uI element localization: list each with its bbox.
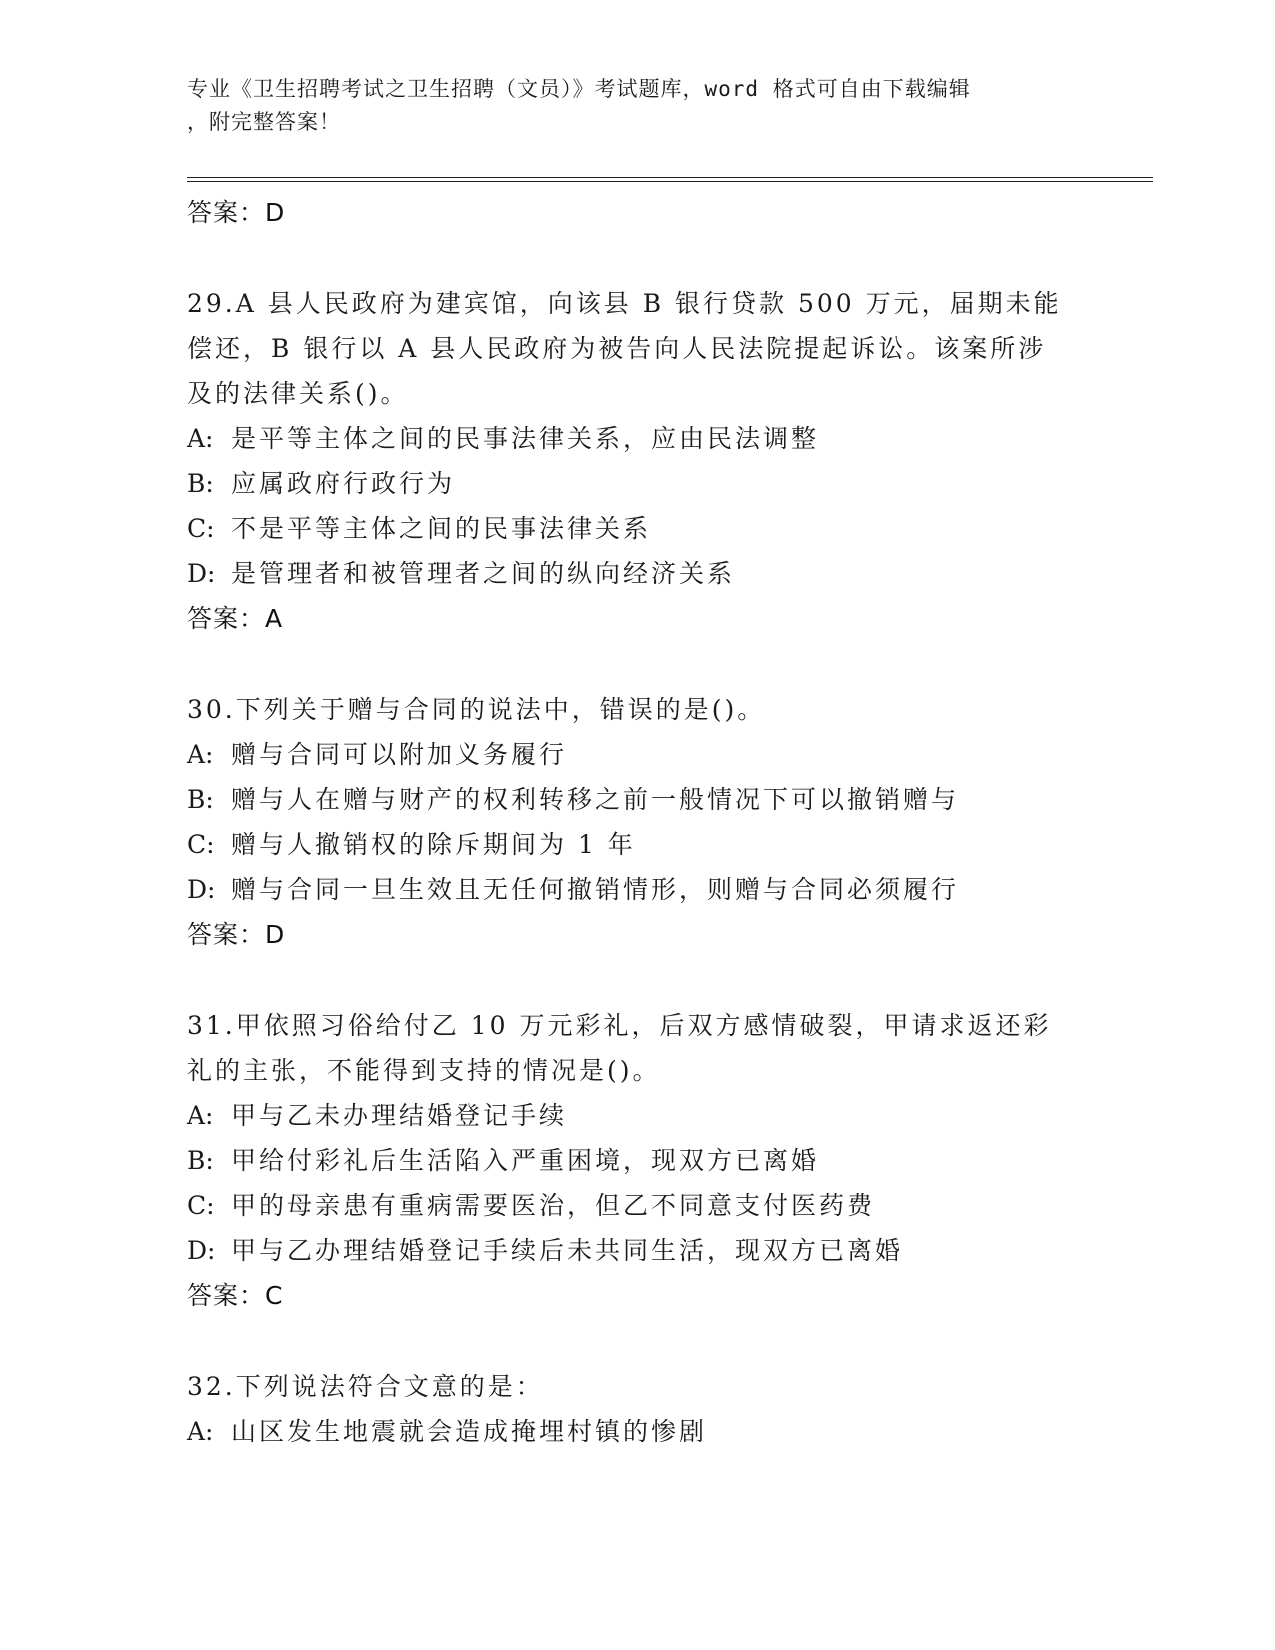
answer-label: 答案： bbox=[187, 198, 266, 227]
page-header bbox=[187, 73, 1067, 139]
question-stem: 29.A 县人民政府为建宾馆，向该县 B 银行贷款 500 万元，届期未能偿还，B 银行以 A 县人民政府为被告向人民法院提起诉讼。该案所涉及的法律关系()。 bbox=[187, 289, 1062, 408]
question-list bbox=[187, 190, 1087, 1454]
question-stem: 31.甲依照习俗给付乙 10 万元彩礼，后双方感情破裂，甲请求返还彩礼的主张，不能得到支持的情况是()。 bbox=[187, 1011, 1052, 1085]
answer-value: C bbox=[265, 1281, 284, 1310]
option-a bbox=[187, 416, 1087, 461]
header-line-1: 专业《卫生招聘考试之卫生招聘（文员）》考试题库，word 格式可自由下载编辑 bbox=[187, 77, 971, 101]
option-text: 甲与乙未办理结婚登记手续 bbox=[231, 1101, 568, 1130]
option-text: 赠与合同一旦生效且无任何撤销情形，则赠与合同必须履行 bbox=[231, 875, 960, 904]
answer-line bbox=[187, 1273, 1087, 1318]
option-key: A: bbox=[187, 1417, 214, 1446]
option-b bbox=[187, 777, 1087, 822]
header-divider-top bbox=[187, 177, 1153, 178]
option-text: 甲与乙办理结婚登记手续后未共同生活，现双方已离婚 bbox=[231, 1236, 904, 1265]
header-line-2: ，附完整答案！ bbox=[187, 110, 341, 134]
option-text: 是平等主体之间的民事法律关系，应由民法调整 bbox=[231, 424, 820, 453]
option-key: A: bbox=[187, 740, 214, 769]
option-key: D: bbox=[187, 875, 216, 904]
option-a bbox=[187, 732, 1087, 777]
option-a bbox=[187, 1093, 1087, 1138]
option-key: D: bbox=[187, 559, 216, 588]
option-key: C: bbox=[187, 514, 215, 543]
answer-line bbox=[187, 596, 1087, 641]
option-d bbox=[187, 867, 1087, 912]
option-text: 山区发生地震就会造成掩埋村镇的惨剧 bbox=[231, 1417, 708, 1446]
option-text: 不是平等主体之间的民事法律关系 bbox=[231, 514, 652, 543]
question-stem: 30.下列关于赠与合同的说法中，错误的是()。 bbox=[187, 695, 766, 724]
answer-value: D bbox=[265, 920, 286, 949]
option-text: 赠与人撤销权的除斥期间为 1 年 bbox=[231, 830, 636, 859]
question-stem: 32.下列说法符合文意的是： bbox=[187, 1372, 544, 1401]
answer-line bbox=[187, 190, 1087, 235]
answer-label: 答案： bbox=[187, 604, 266, 633]
option-key: C: bbox=[187, 1191, 215, 1220]
option-key: B: bbox=[187, 1146, 214, 1175]
answer-line bbox=[187, 912, 1087, 957]
answer-label: 答案： bbox=[187, 920, 266, 949]
option-text: 是管理者和被管理者之间的纵向经济关系 bbox=[231, 559, 736, 588]
question-30 bbox=[187, 687, 1087, 957]
question-32 bbox=[187, 1364, 1087, 1454]
option-a bbox=[187, 1409, 1087, 1454]
question-29 bbox=[187, 281, 1087, 641]
answer-label: 答案： bbox=[187, 1281, 266, 1310]
question-31 bbox=[187, 1003, 1087, 1318]
option-c bbox=[187, 822, 1087, 867]
option-key: C: bbox=[187, 830, 215, 859]
option-d bbox=[187, 551, 1087, 596]
answer-value: A bbox=[265, 604, 284, 633]
option-text: 赠与人在赠与财产的权利转移之前一般情况下可以撤销赠与 bbox=[231, 785, 960, 814]
option-key: D: bbox=[187, 1236, 216, 1265]
option-c bbox=[187, 506, 1087, 551]
option-text: 应属政府行政行为 bbox=[231, 469, 456, 498]
option-text: 甲给付彩礼后生活陷入严重困境，现双方已离婚 bbox=[231, 1146, 820, 1175]
option-key: A: bbox=[187, 1101, 214, 1130]
answer-value: D bbox=[265, 198, 286, 227]
option-text: 赠与合同可以附加义务履行 bbox=[231, 740, 568, 769]
option-c bbox=[187, 1183, 1087, 1228]
option-b bbox=[187, 1138, 1087, 1183]
option-key: A: bbox=[187, 424, 214, 453]
option-b bbox=[187, 461, 1087, 506]
option-text: 甲的母亲患有重病需要医治，但乙不同意支付医药费 bbox=[231, 1191, 876, 1220]
header-divider-bottom bbox=[187, 181, 1153, 182]
option-key: B: bbox=[187, 469, 214, 498]
option-key: B: bbox=[187, 785, 214, 814]
option-d bbox=[187, 1228, 1087, 1273]
